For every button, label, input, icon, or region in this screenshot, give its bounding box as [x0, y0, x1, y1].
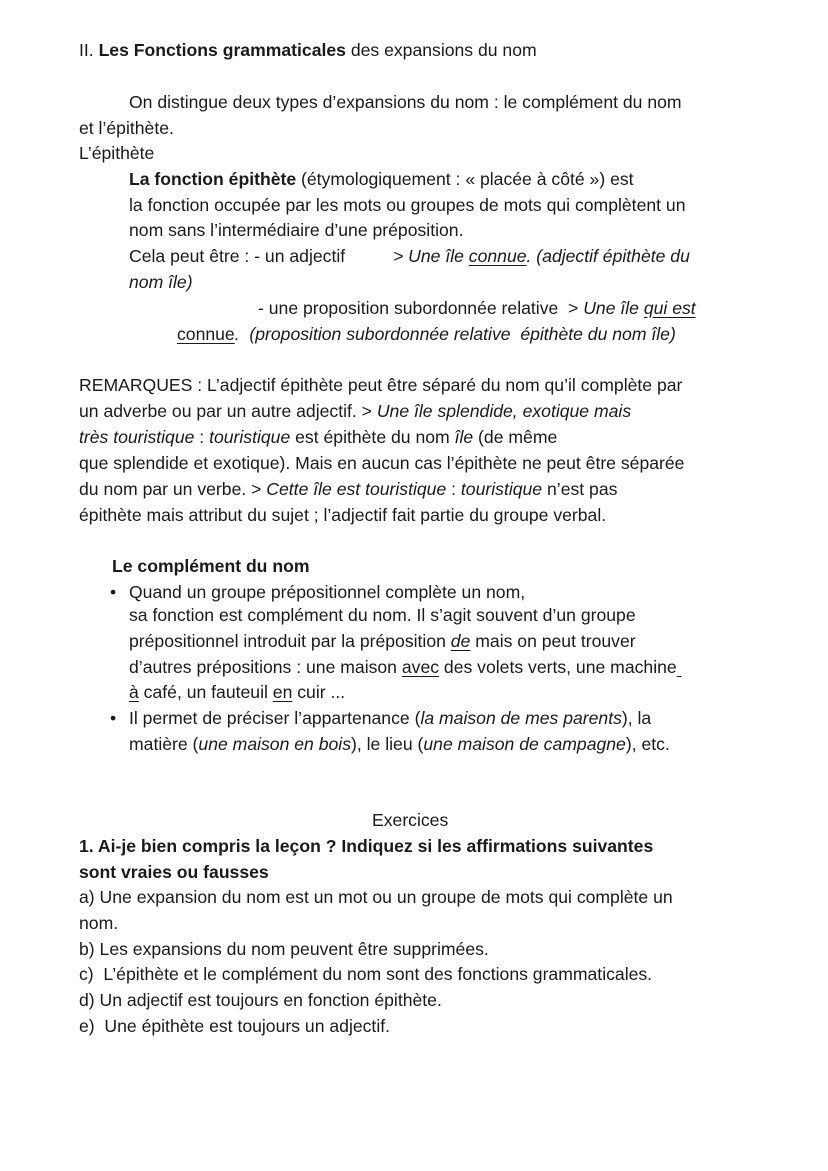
complement-b1-line-1: Quand un groupe prépositionnel complète un nom,: [129, 582, 526, 602]
b1-l5-underlined-2: en: [272, 682, 293, 702]
remarques-l3-text: :: [194, 427, 210, 447]
b2-l2-text-2: ), le lieu (: [351, 734, 424, 754]
section-number: II.: [79, 40, 99, 60]
remarques-l5-italic: Cette île est touristique: [266, 479, 447, 499]
epithete-heading: L’épithète: [79, 143, 155, 163]
epithete-example-1: [393, 244, 690, 270]
intro-line-1: On distingue deux types d’expansions du nom : le complément du nom: [129, 92, 682, 112]
epithete-relative: [258, 296, 696, 322]
epithete-cela: Cela peut être : - un adjectif: [129, 246, 346, 266]
statement-c: c) L’épithète et le complément du nom sont des fonctions grammaticales.: [79, 964, 653, 984]
statement-e: e) Une épithète est toujours un adjectif.: [79, 1016, 391, 1036]
b1-l3-underlined: de: [450, 631, 471, 651]
remarques-l3-italic-2: touristique: [209, 427, 291, 447]
bullet-1: •: [110, 582, 117, 602]
b1-l5-text: café, un fauteuil: [138, 682, 273, 702]
epithete-example-1-cont: [129, 270, 193, 296]
example-2-underlined: qui est: [643, 298, 696, 318]
remarques-line-2: [79, 399, 631, 425]
remarques-line-3: [79, 425, 557, 451]
b2-l1-text-2: ), la: [621, 708, 652, 728]
example-1-underlined: connue: [468, 246, 527, 266]
example-1-start: > Une île: [393, 246, 469, 266]
complement-b1-line-4: [129, 655, 682, 681]
exercices-title: Exercices: [372, 810, 449, 830]
statement-d: d) Un adjectif est toujours en fonction épithète.: [79, 990, 442, 1010]
complement-b1-line-2: sa fonction est complément du nom. Il s’agit souvent d’un groupe: [129, 605, 636, 625]
section-title-bold: Les Fonctions grammaticales: [98, 40, 346, 60]
intro-line-2: et l’épithète.: [79, 118, 174, 138]
complement-b2-line-1: [129, 706, 651, 732]
remarques-line-6: épithète mais attribut du sujet ; l’adjectif fait partie du groupe verbal.: [79, 505, 607, 525]
bullet-2: •: [110, 708, 117, 728]
example-2-underlined-2: connue: [177, 324, 235, 344]
b2-l2-italic: une maison en bois: [198, 734, 352, 754]
statement-a-line-2: nom.: [79, 913, 119, 933]
b1-l4-text-2: des volets verts, une machine: [439, 657, 677, 677]
complement-heading-text: Le complément du nom: [112, 556, 310, 576]
complement-heading: [112, 554, 309, 580]
question-1-line-2: [79, 860, 269, 886]
relative-label: - une proposition subordonnée relative >: [258, 298, 584, 318]
epithete-definition-1: [129, 167, 634, 193]
section-title: [79, 38, 537, 64]
remarques-l3-text-2: est épithète du nom: [290, 427, 455, 447]
b2-l1-text: Il permet de préciser l’appartenance (: [129, 708, 421, 728]
question-1-line-1: [79, 834, 653, 860]
b1-l5-text-2: cuir ...: [292, 682, 346, 702]
question-1-text: 1. Ai-je bien compris la leçon ? Indiquez si les affirmations suivantes: [79, 836, 654, 856]
section-title-rest: des expansions du nom: [345, 40, 537, 60]
remarques-l3-italic: très touristique: [79, 427, 195, 447]
b1-l3-text: prépositionnel introduit par la préposition: [129, 631, 451, 651]
b1-l3-text-2: mais on peut trouver: [470, 631, 636, 651]
epithete-definition-2: la fonction occupée par les mots ou groupes de mots qui complètent un: [129, 195, 686, 215]
remarques-line-5: [79, 477, 617, 503]
b1-l4-underlined: avec: [401, 657, 440, 677]
statement-a-line-1: a) Une expansion du nom est un mot ou un groupe de mots qui complète un: [79, 887, 673, 907]
remarques-l2-italic: Une île splendide, exotique mais: [376, 401, 632, 421]
remarques-l5-text-2: :: [446, 479, 461, 499]
remarques-line-4: que splendide et exotique). Mais en aucun cas l’épithète ne peut être séparée: [79, 453, 685, 473]
b2-l2-text: matière (: [129, 734, 199, 754]
example-2-start: Une île: [583, 298, 644, 318]
complement-b2-line-2: [129, 732, 670, 758]
b1-l4-text: d’autres prépositions : une maison: [129, 657, 402, 677]
b2-l1-italic: la maison de mes parents: [420, 708, 622, 728]
example-1-end: . (adjectif épithète du: [526, 246, 690, 266]
remarques-l3-text-3: (de même: [473, 427, 558, 447]
example-1-cont-text: nom île): [129, 272, 193, 292]
question-1-text-2: sont vraies ou fausses: [79, 862, 269, 882]
epithete-definition-3: nom sans l’intermédiaire d’une préposition.: [129, 220, 464, 240]
b1-l5-underlined: à: [129, 682, 139, 702]
b1-l4-underlined-space: [677, 657, 682, 677]
statement-b: b) Les expansions du nom peuvent être supprimées.: [79, 939, 489, 959]
epithete-definition-rest: (étymologiquement : « placée à côté ») est: [296, 169, 634, 189]
remarques-l2-text: un adverbe ou par un autre adjectif. >: [79, 401, 377, 421]
remarques-l5-text-3: n’est pas: [542, 479, 618, 499]
remarques-l5-italic-2: touristique: [460, 479, 543, 499]
epithete-example-2-cont: [177, 322, 676, 348]
remarques-line-1: REMARQUES : L’adjectif épithète peut être séparé du nom qu’il complète par: [79, 375, 683, 395]
remarques-l3-italic-3: île: [454, 427, 474, 447]
complement-b1-line-3: [129, 629, 636, 655]
epithete-definition-bold: La fonction épithète: [129, 169, 297, 189]
b2-l2-italic-2: une maison de campagne: [423, 734, 626, 754]
example-2-end: . (proposition subordonnée relative épithète du nom île): [234, 324, 676, 344]
b2-l2-text-3: ), etc.: [625, 734, 670, 754]
complement-b1-line-5: [129, 680, 345, 706]
remarques-l5-text: du nom par un verbe. >: [79, 479, 267, 499]
